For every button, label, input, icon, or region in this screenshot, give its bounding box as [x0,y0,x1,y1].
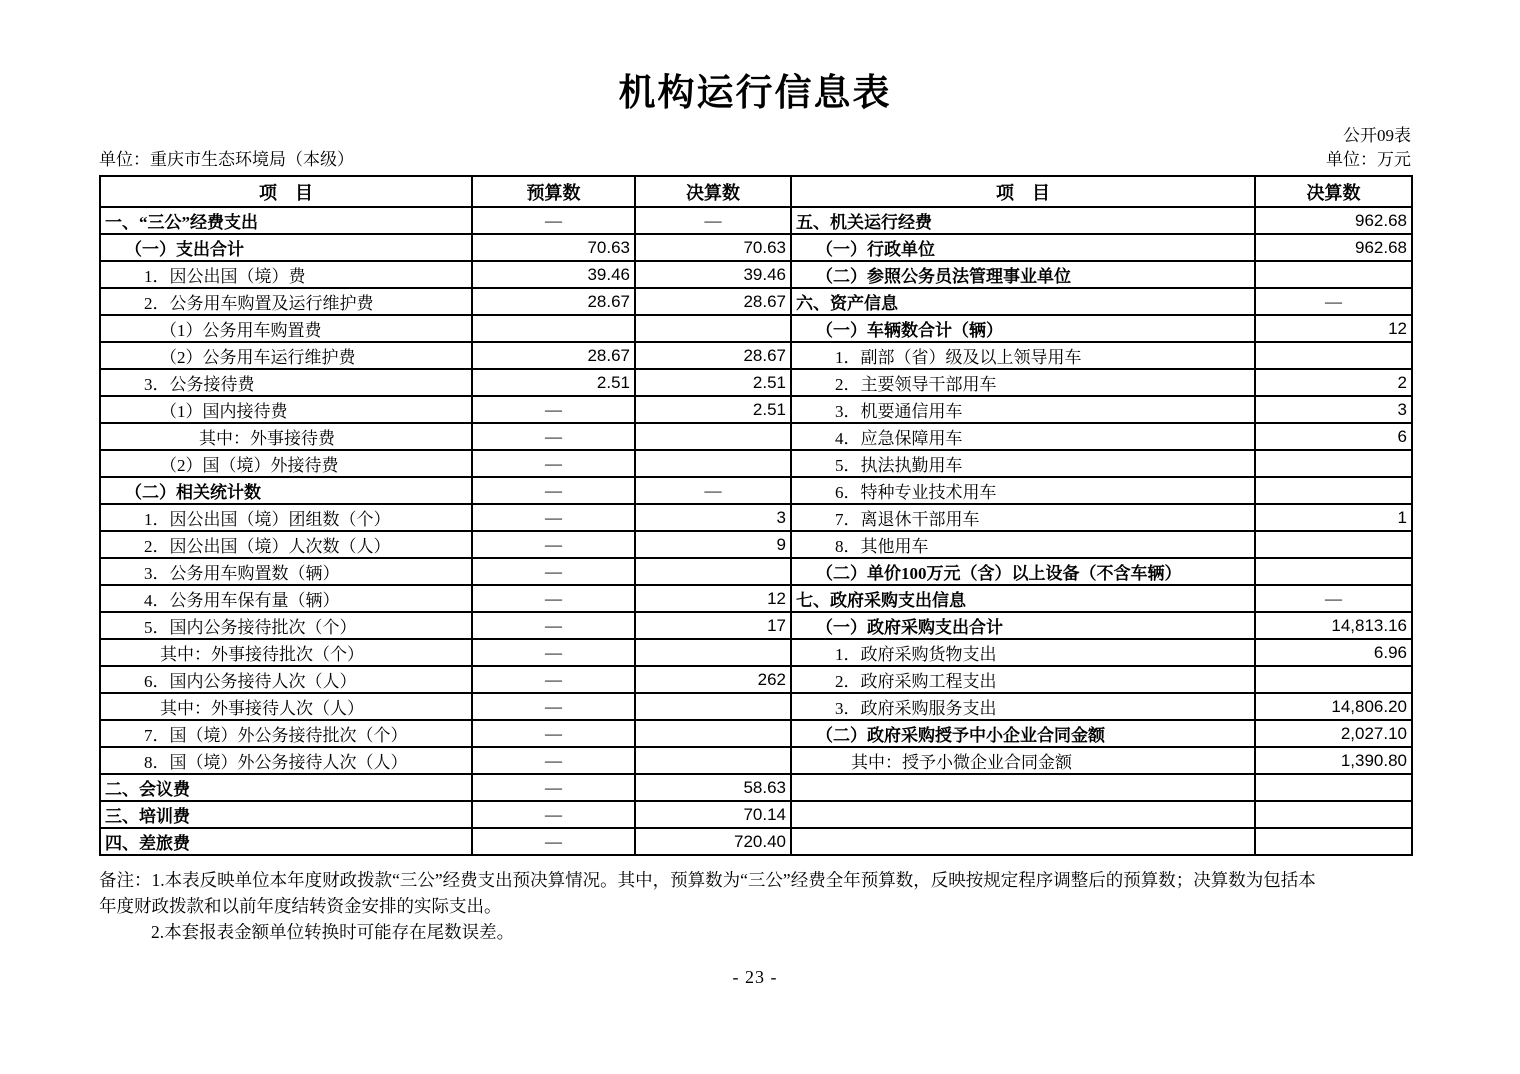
budget-value-cell: — [472,612,635,639]
right-final-value-cell: 6.96 [1255,639,1412,666]
budget-value-cell: — [472,396,635,423]
final-value-cell: — [635,207,791,234]
right-final-value-cell [1255,774,1412,801]
table-row [100,477,1412,504]
table-row [100,666,1412,693]
budget-value-cell: 39.46 [472,261,635,288]
right-item-cell [791,774,1255,801]
final-value-cell: 720.40 [635,828,791,855]
table-row [100,288,1412,315]
left-item-cell: 8．国（境）外公务接待人次（人） [100,747,472,774]
table-row [100,504,1412,531]
right-final-value-cell [1255,261,1412,288]
left-item-cell: （1）公务用车购置费 [100,315,472,342]
table-row [100,558,1412,585]
budget-value-cell: — [472,450,635,477]
budget-value-cell: 28.67 [472,288,635,315]
budget-value-cell: 2.51 [472,369,635,396]
right-item-cell: 3．政府采购服务支出 [791,693,1255,720]
left-item-cell: 2．因公出国（境）人次数（人） [100,531,472,558]
final-value-cell: 2.51 [635,396,791,423]
budget-value-cell: — [472,801,635,828]
table-row [100,774,1412,801]
final-value-cell: 3 [635,504,791,531]
right-final-value-cell: 1,390.80 [1255,747,1412,774]
budget-value-cell: — [472,477,635,504]
note-line: 备注：1.本表反映单位本年度财政拨款“三公”经费支出预决算情况。其中，预算数为“三公”经费全年预算数，反映按规定程序调整后的预算数；决算数为包括本 [99,870,1316,891]
final-value-cell: 39.46 [635,261,791,288]
header-budget: 预算数 [472,176,635,207]
right-final-value-cell: 2 [1255,369,1412,396]
right-item-cell: 5．执法执勤用车 [791,450,1255,477]
left-item-cell: 其中：外事接待批次（个） [100,639,472,666]
table-row [100,396,1412,423]
table-row [100,585,1412,612]
left-item-cell: 其中：外事接待人次（人） [100,693,472,720]
final-value-cell: 70.63 [635,234,791,261]
table-row [100,369,1412,396]
right-item-cell: （二）单价100万元（含）以上设备（不含车辆） [791,558,1255,585]
table-row [100,531,1412,558]
final-value-cell: 2.51 [635,369,791,396]
budget-value-cell: — [472,693,635,720]
table-row [100,423,1412,450]
right-item-cell: 六、资产信息 [791,288,1255,315]
final-value-cell [635,423,791,450]
budget-value-cell: — [472,720,635,747]
table-row [100,828,1412,855]
budget-value-cell: — [472,585,635,612]
left-item-cell: 7．国（境）外公务接待批次（个） [100,720,472,747]
budget-value-cell: — [472,558,635,585]
right-final-value-cell: 962.68 [1255,207,1412,234]
header-final: 决算数 [635,176,791,207]
table-row [100,342,1412,369]
header-item-right: 项 目 [791,176,1255,207]
right-item-cell: 7．离退休干部用车 [791,504,1255,531]
right-final-value-cell [1255,558,1412,585]
note-line: 年度财政拨款和以前年度结转资金安排的实际支出。 [99,896,502,917]
left-item-cell: （1）国内接待费 [100,396,472,423]
note-line: 2.本套报表金额单位转换时可能存在尾数误差。 [151,922,515,943]
left-item-cell: 3．公务用车购置数（辆） [100,558,472,585]
left-item-cell: 1．因公出国（境）费 [100,261,472,288]
right-final-value-cell: 6 [1255,423,1412,450]
page-title: 机构运行信息表 [618,73,892,114]
document-page [99,0,1411,988]
right-item-cell: （一）车辆数合计（辆） [791,315,1255,342]
final-value-cell: 9 [635,531,791,558]
final-value-cell: 70.14 [635,801,791,828]
final-value-cell: — [635,477,791,504]
left-item-cell: 4．公务用车保有量（辆） [100,585,472,612]
budget-value-cell: 70.63 [472,234,635,261]
table-row [100,747,1412,774]
page-number: - 23 - [732,967,778,988]
left-item-cell: 5．国内公务接待批次（个） [100,612,472,639]
left-item-cell: 1．因公出国（境）团组数（个） [100,504,472,531]
budget-value-cell: — [472,504,635,531]
right-item-cell: 2．政府采购工程支出 [791,666,1255,693]
budget-value-cell: 28.67 [472,342,635,369]
right-item-cell: 五、机关运行经费 [791,207,1255,234]
right-item-cell [791,828,1255,855]
right-final-value-cell [1255,531,1412,558]
right-item-cell: （二）参照公务员法管理事业单位 [791,261,1255,288]
final-value-cell [635,720,791,747]
final-value-cell [635,558,791,585]
operation-info-table [99,175,1413,856]
right-item-cell: 七、政府采购支出信息 [791,585,1255,612]
right-item-cell: 6．特种专业技术用车 [791,477,1255,504]
table-row [100,234,1412,261]
left-item-cell: 3．公务接待费 [100,369,472,396]
budget-value-cell: — [472,531,635,558]
table-row [100,261,1412,288]
right-final-value-cell [1255,666,1412,693]
right-item-cell [791,801,1255,828]
unit-organization: 单位：重庆市生态环境局（本级） [99,150,354,170]
left-item-cell: （二）相关统计数 [100,477,472,504]
header-item-left: 项 目 [100,176,472,207]
budget-value-cell [472,315,635,342]
left-item-cell: （2）公务用车运行维护费 [100,342,472,369]
left-item-cell: 2．公务用车购置及运行维护费 [100,288,472,315]
right-final-value-cell [1255,450,1412,477]
table-row [100,720,1412,747]
final-value-cell: 262 [635,666,791,693]
table-row [100,450,1412,477]
right-final-value-cell: 2,027.10 [1255,720,1412,747]
table-header-row [100,176,1412,207]
right-final-value-cell: 962.68 [1255,234,1412,261]
table-row [100,315,1412,342]
budget-value-cell: — [472,666,635,693]
right-item-cell: 3．机要通信用车 [791,396,1255,423]
header-final-right: 决算数 [1255,176,1412,207]
right-final-value-cell: 14,813.16 [1255,612,1412,639]
unit-currency: 单位：万元 [1326,150,1411,170]
right-item-cell: （一）政府采购支出合计 [791,612,1255,639]
right-final-value-cell: 3 [1255,396,1412,423]
right-item-cell: （一）行政单位 [791,234,1255,261]
budget-value-cell: — [472,639,635,666]
right-final-value-cell [1255,342,1412,369]
final-value-cell [635,747,791,774]
right-item-cell: 4．应急保障用车 [791,423,1255,450]
right-item-cell: 1．政府采购货物支出 [791,639,1255,666]
right-final-value-cell: — [1255,288,1412,315]
right-final-value-cell [1255,801,1412,828]
final-value-cell [635,693,791,720]
final-value-cell [635,450,791,477]
final-value-cell [635,315,791,342]
right-final-value-cell [1255,477,1412,504]
table-body [100,207,1412,855]
budget-value-cell: — [472,828,635,855]
right-final-value-cell: 1 [1255,504,1412,531]
left-item-cell: 其中：外事接待费 [100,423,472,450]
right-item-cell: 1．副部（省）级及以上领导用车 [791,342,1255,369]
right-final-value-cell: 12 [1255,315,1412,342]
left-item-cell: 四、差旅费 [100,828,472,855]
final-value-cell: 12 [635,585,791,612]
unit-line [99,148,1411,172]
budget-value-cell: — [472,774,635,801]
table-code: 公开09表 [1343,126,1411,146]
right-item-cell: 2．主要领导干部用车 [791,369,1255,396]
final-value-cell [635,639,791,666]
table-row [100,207,1412,234]
right-item-cell: 8．其他用车 [791,531,1255,558]
right-item-cell: （二）政府采购授予中小企业合同金额 [791,720,1255,747]
budget-value-cell: — [472,747,635,774]
final-value-cell: 28.67 [635,342,791,369]
notes [99,867,1411,945]
right-item-cell: 其中：授予小微企业合同金额 [791,747,1255,774]
table-row [100,639,1412,666]
right-final-value-cell [1255,828,1412,855]
left-item-cell: 6．国内公务接待人次（人） [100,666,472,693]
final-value-cell: 28.67 [635,288,791,315]
right-final-value-cell: 14,806.20 [1255,693,1412,720]
budget-value-cell: — [472,207,635,234]
budget-value-cell: — [472,423,635,450]
final-value-cell: 58.63 [635,774,791,801]
table-row [100,612,1412,639]
left-item-cell: （2）国（境）外接待费 [100,450,472,477]
left-item-cell: 一、“三公”经费支出 [100,207,472,234]
final-value-cell: 17 [635,612,791,639]
left-item-cell: 二、会议费 [100,774,472,801]
right-final-value-cell: — [1255,585,1412,612]
table-row [100,693,1412,720]
left-item-cell: 三、培训费 [100,801,472,828]
table-row [100,801,1412,828]
left-item-cell: （一）支出合计 [100,234,472,261]
